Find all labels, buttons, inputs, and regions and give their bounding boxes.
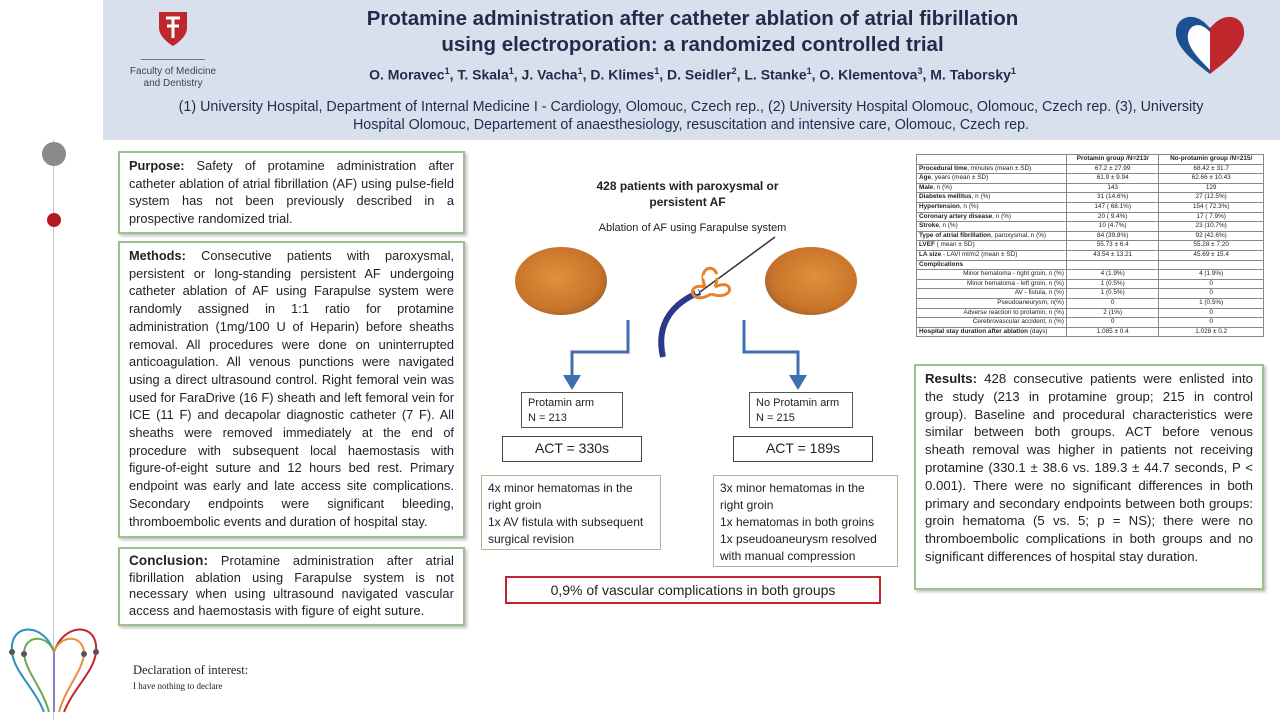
methods-box bbox=[118, 241, 465, 538]
row-label-rest: - LAVI ml/m2 (mean ± SD) bbox=[941, 250, 1018, 258]
author: D. Klimes bbox=[590, 66, 655, 83]
protamin-value: 147 ( 68.1%) bbox=[1067, 202, 1159, 212]
no-protamin-value: 23 (10.7%) bbox=[1159, 222, 1264, 232]
complication-label: Minor hematoma - left groin, n (%) bbox=[917, 279, 1067, 289]
title-line2: using electroporation: a randomized controlled trial bbox=[441, 33, 944, 56]
protamin-value: 1.085 ± 0.4 bbox=[1067, 327, 1159, 337]
complication-label: Cerebrovascular accident, n (%) bbox=[917, 318, 1067, 328]
table-corner-cell bbox=[917, 155, 1067, 165]
no-protamin-value: 55.28 ± 7.20 bbox=[1159, 241, 1264, 251]
comp2-item: 1x hematomas in both groins bbox=[720, 515, 875, 529]
author-affiliation-number: 2 bbox=[731, 66, 737, 76]
conclusion-box bbox=[118, 547, 465, 626]
row-label-bold: Type of atrial fibrillation bbox=[919, 231, 991, 239]
row-label-bold: Age bbox=[919, 174, 932, 182]
table-row bbox=[917, 183, 1264, 193]
faculty-logo bbox=[128, 8, 218, 98]
col-no-protamin-header: No-protamin group /N=215/ bbox=[1159, 155, 1264, 165]
declaration-text: I have nothing to declare bbox=[133, 681, 223, 691]
complication-label: Adverse reaction to protamin, n (%) bbox=[917, 308, 1067, 318]
protamin-value: 84 (39.8%) bbox=[1067, 231, 1159, 241]
protamin-value: 67.2 ± 27.99 bbox=[1067, 164, 1159, 174]
row-label bbox=[917, 327, 1067, 337]
row-label-rest: ( mean ± SD) bbox=[934, 241, 975, 249]
protamin-value: 10 (4.7%) bbox=[1067, 222, 1159, 232]
author: O. Klementova bbox=[819, 66, 918, 83]
logo-divider bbox=[141, 59, 205, 60]
row-label-rest: , n (%) bbox=[933, 183, 953, 191]
row-label-bold: Hospital stay duration after ablation bbox=[919, 327, 1029, 335]
row-label bbox=[917, 174, 1067, 184]
complications-header-row bbox=[917, 260, 1264, 270]
results-box bbox=[914, 364, 1264, 590]
table-row bbox=[917, 250, 1264, 260]
baseline-characteristics-table bbox=[916, 154, 1264, 337]
no-protamin-value: 27 (12.5%) bbox=[1159, 193, 1264, 203]
table-row bbox=[917, 318, 1264, 328]
heart-logo-icon bbox=[1172, 12, 1248, 78]
row-label bbox=[917, 231, 1067, 241]
row-label-rest: , n (%) bbox=[938, 222, 958, 230]
row-label bbox=[917, 241, 1067, 251]
arm1-n: N = 213 bbox=[528, 412, 567, 424]
row-label bbox=[917, 183, 1067, 193]
author: T. Skala bbox=[457, 66, 509, 83]
comp2-item: 3x minor hematomas in the right groin bbox=[720, 481, 865, 512]
protamin-value: 1 (0.5%) bbox=[1067, 279, 1159, 289]
arm1-name: Protamin arm bbox=[528, 397, 595, 409]
table-row bbox=[917, 174, 1264, 184]
author-affiliation-number: 1 bbox=[508, 66, 514, 76]
protamin-arm-box bbox=[521, 392, 623, 428]
no-protamin-value: 68.42 ± 31.7 bbox=[1159, 164, 1264, 174]
affiliations-line1: (1) University Hospital, Department of Internal Medicine I - Cardiology, Olomouc, Czech rep., (2) University Hospital Olomouc, Olomouc, Czech rep. (3), University bbox=[178, 99, 1204, 115]
faculty-name bbox=[128, 66, 218, 90]
table-row bbox=[917, 298, 1264, 308]
row-label bbox=[917, 193, 1067, 203]
table-row bbox=[917, 231, 1264, 241]
table-row bbox=[917, 241, 1264, 251]
complications-no-protamin bbox=[713, 475, 898, 567]
author-affiliation-number: 1 bbox=[806, 66, 812, 76]
no-protamin-value: 1.028 ± 0.2 bbox=[1159, 327, 1264, 337]
methods-text: Consecutive patients with paroxysmal, persistent or long-standing persistent AF undergoing catheter ablation of AF using Farapulse system were randomly assigned in 1:1 ratio for protamine administration (1mg/100 U of Heparin) before sheaths removal. All procedures were done on uninterrupted anticoagulation. All venous punctions were navigated using a direct ultrasound control. Right femoral vein was used for FaraDrive (16 F) sheath and left femoral vein for ICE (11 F) and decapolar diagnostic catheter (7 F). All sheaths were removed immediately at the end of procedure with subsequent local haemostasis with figure-of-eight suture and 12 hours bed rest. Primary endpoint was early and late access site complications. Secondary endpoints were significant bleeding, thromboembolic events and duration of hospital stay. bbox=[129, 248, 454, 529]
row-label-bold: LVEF bbox=[919, 241, 935, 249]
author-affiliation-number: 1 bbox=[654, 66, 660, 76]
table-header-row bbox=[917, 155, 1264, 165]
row-label bbox=[917, 202, 1067, 212]
row-label bbox=[917, 250, 1067, 260]
act-no-protamin: ACT = 189s bbox=[733, 436, 873, 462]
protamin-value: 1 (0.5%) bbox=[1067, 289, 1159, 299]
author: L. Stanke bbox=[744, 66, 807, 83]
row-label-bold: Male bbox=[919, 183, 934, 191]
no-protamin-value: 0 bbox=[1159, 318, 1264, 328]
author: M. Taborsky bbox=[930, 66, 1011, 83]
faculty-crest-icon bbox=[155, 8, 191, 48]
ablation-label: Ablation of AF using Farapulse system bbox=[598, 222, 787, 234]
author-affiliation-number: 3 bbox=[917, 66, 923, 76]
flow-arrows bbox=[560, 320, 820, 392]
table-row bbox=[917, 270, 1264, 280]
author-affiliation-number: 1 bbox=[1010, 66, 1016, 76]
protamin-value: 0 bbox=[1067, 318, 1159, 328]
affiliations-line2: Hospital Olomouc, Departement of anaesthesiology, resuscitation and intensive care, Olomouc, Czech rep. bbox=[352, 117, 1029, 133]
no-protamin-value: 1 (0.5%) bbox=[1159, 298, 1264, 308]
comp1-item: 1x AV fistula with subsequent surgical revision bbox=[488, 515, 644, 546]
arm2-name: No Protamin arm bbox=[756, 397, 840, 409]
red-dot bbox=[47, 213, 61, 227]
no-protamin-value: 92 (42.6%) bbox=[1159, 231, 1264, 241]
grey-dot bbox=[42, 142, 66, 166]
row-label bbox=[917, 222, 1067, 232]
complications-label: Complications bbox=[917, 260, 1067, 270]
declaration-heading: Declaration of interest: bbox=[133, 663, 249, 677]
complications-protamin bbox=[481, 475, 661, 550]
author: J. Vacha bbox=[521, 66, 578, 83]
protamin-value: 31 (14.6%) bbox=[1067, 193, 1159, 203]
row-label-rest: , paroxysmal, n (%) bbox=[990, 231, 1047, 239]
row-label-bold: LA size bbox=[919, 250, 942, 258]
conclusion-text: Protamine administration after atrial fibrillation ablation using Farapulse system is not necessary when using ultrasound navigated vascular access and haemostasis with figure of eight suture. bbox=[129, 553, 454, 618]
protamin-value: 2 (1%) bbox=[1067, 308, 1159, 318]
table-row bbox=[917, 279, 1264, 289]
row-label-bold: Hypertension bbox=[919, 202, 960, 210]
author: D. Seidler bbox=[666, 66, 732, 83]
faculty-line2: and Dentistry bbox=[143, 78, 203, 89]
table-row bbox=[917, 327, 1264, 337]
protamin-value: 61.9 ± 9.94 bbox=[1067, 174, 1159, 184]
author-affiliation-number: 1 bbox=[444, 66, 450, 76]
row-label-rest: , n (%) bbox=[992, 212, 1012, 220]
ultrasound-image-right bbox=[765, 247, 857, 315]
table-row bbox=[917, 164, 1264, 174]
protamin-value: 4 (1.9%) bbox=[1067, 270, 1159, 280]
row-label-rest: , n (%) bbox=[971, 193, 991, 201]
no-protamin-value: 0 bbox=[1159, 308, 1264, 318]
row-label-bold: Coronary artery disease bbox=[919, 212, 993, 220]
table-row bbox=[917, 212, 1264, 222]
row-label-rest: , years (mean ± SD) bbox=[931, 174, 989, 182]
no-protamin-value: 17 ( 7.9%) bbox=[1159, 212, 1264, 222]
row-label-rest: , minutes (mean ± SD) bbox=[967, 164, 1032, 172]
arm2-n: N = 215 bbox=[756, 412, 795, 424]
act-protamin: ACT = 330s bbox=[502, 436, 642, 462]
complication-label: AV - fistula, n (%) bbox=[917, 289, 1067, 299]
purpose-box bbox=[118, 151, 465, 234]
author-affiliation-number: 1 bbox=[577, 66, 583, 76]
empty-cell bbox=[1067, 260, 1159, 270]
no-protamin-value: 45.69 ± 15.4 bbox=[1159, 250, 1264, 260]
declaration bbox=[133, 663, 248, 691]
row-label-rest: (days) bbox=[1028, 327, 1048, 335]
no-protamin-value: 0 bbox=[1159, 289, 1264, 299]
comp1-item: 4x minor hematomas in the right groin bbox=[488, 481, 633, 512]
author: O. Moravec bbox=[369, 66, 445, 83]
row-label-bold: Stroke bbox=[919, 222, 939, 230]
table-body bbox=[917, 155, 1264, 337]
table-row bbox=[917, 202, 1264, 212]
no-protamin-arm-box bbox=[749, 392, 853, 428]
no-protamin-value: 129 bbox=[1159, 183, 1264, 193]
protamin-value: 143 bbox=[1067, 183, 1159, 193]
row-label bbox=[917, 212, 1067, 222]
protamin-value: 0 bbox=[1067, 298, 1159, 308]
row-label-bold: Diabetes mellitus bbox=[919, 193, 972, 201]
complication-label: Minor hematoma - right groin, n (%) bbox=[917, 270, 1067, 280]
table-row bbox=[917, 308, 1264, 318]
title-line1: Protamine administration after catheter ablation of atrial fibrillation bbox=[366, 7, 1019, 30]
purpose-heading: Purpose: bbox=[129, 158, 185, 173]
no-protamin-value: 62.66 ± 10.43 bbox=[1159, 174, 1264, 184]
row-label-rest: , n (%) bbox=[959, 202, 979, 210]
methods-heading: Methods: bbox=[129, 248, 186, 263]
no-protamin-value: 154 ( 72.3%) bbox=[1159, 202, 1264, 212]
results-text: 428 consecutive patients were enlisted into the study (213 in protamine group; 215 in control group). Baseline and procedural characteristics were similar between both groups. ACT before venous sheath removal was higher in patients not receiving protamine (330.1 ± 38.6 vs. 189.3 ± 44.7 seconds, P < 0.001). There were no significant differences in both primary and secondary endpoints between both groups: groin hematoma (5 vs. 5; p = NS); there were no thromboembolic complications in both groups and no significant differences of hospital stay duration. bbox=[925, 371, 1253, 564]
author-list: O. Moravec$^1$, T. Skala$^1$, J. Vacha$^1$, D. Klimes$^1$, D. Seidler$^2$, L. Stanke$^1$, O. Klementova$^3$, M. Taborsky$^1$ bbox=[369, 66, 1016, 83]
complication-label: Pseudoaneurysm, n(%) bbox=[917, 298, 1067, 308]
no-protamin-value: 0 bbox=[1159, 279, 1264, 289]
vascular-complications-summary: 0,9% of vascular complications in both groups bbox=[505, 576, 881, 604]
protamin-value: 55.73 ± 6.4 bbox=[1067, 241, 1159, 251]
results-heading: Results: bbox=[925, 371, 978, 386]
heart-circuit-logo bbox=[4, 612, 104, 720]
protamin-value: 43.54 ± 13.21 bbox=[1067, 250, 1159, 260]
ultrasound-image-left bbox=[515, 247, 607, 315]
table-row bbox=[917, 193, 1264, 203]
table-row bbox=[917, 289, 1264, 299]
conclusion-heading: Conclusion: bbox=[129, 553, 209, 568]
protamin-value: 20 ( 9.4%) bbox=[1067, 212, 1159, 222]
poster-title bbox=[230, 6, 1155, 58]
patients-title: 428 patients with paroxysmal or persistent AF bbox=[596, 179, 779, 209]
table-row bbox=[917, 222, 1264, 232]
purpose-text: Safety of protamine administration after catheter ablation of atrial fibrillation (AF) using pulse-field system has not been previously described in a prospective randomized trial. bbox=[129, 158, 454, 227]
no-protamin-value: 4 (1.9%) bbox=[1159, 270, 1264, 280]
faculty-line1: Faculty of Medicine bbox=[129, 66, 217, 77]
affiliations bbox=[118, 98, 1264, 134]
empty-cell bbox=[1159, 260, 1264, 270]
col-protamin-header: Protamin group /N=213/ bbox=[1067, 155, 1159, 165]
row-label-bold: Procedural time bbox=[919, 164, 968, 172]
row-label bbox=[917, 164, 1067, 174]
comp2-item: 1x pseudoaneurysm resolved with manual compression bbox=[720, 532, 877, 563]
